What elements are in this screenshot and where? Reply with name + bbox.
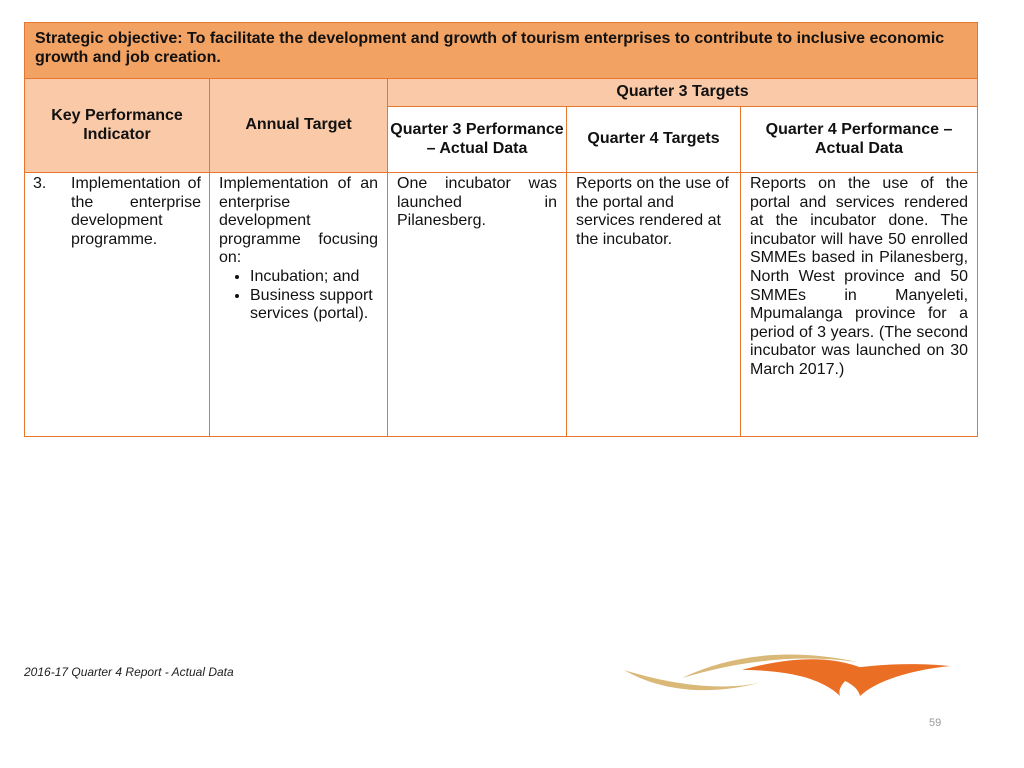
header-q3-performance: Quarter 3 Performance – Actual Data <box>388 107 567 173</box>
list-item: • Incubation; and <box>250 268 378 287</box>
report-label: 2016-17 Quarter 4 Report - Actual Data <box>24 665 234 679</box>
header-q4-performance: Quarter 4 Performance – Actual Data <box>741 107 978 173</box>
annual-target-list <box>219 268 378 324</box>
table-row <box>25 173 978 437</box>
strategic-objective: Strategic objective: To facilitate the development and growth of tourism enterprises to contribute to inclusive economic growth and job creation. <box>25 23 978 79</box>
list-item: • Business support services (portal). <box>250 287 378 324</box>
annual-target-intro: Implementation of an enterprise development programme focusing on: <box>219 175 378 267</box>
performance-table <box>24 22 978 437</box>
q3-performance-cell: One incubator was launched in Pilanesberg. <box>388 173 567 437</box>
header-q4-targets: Quarter 4 Targets <box>567 107 741 173</box>
kpi-text: Implementation of the enterprise development programme. <box>71 175 201 248</box>
q4-performance-cell: Reports on the use of the portal and services rendered at the incubator done. The incubator will have 50 enrolled SMMEs based in Pilanesberg, North West province and 50 SMMEs in Manyeleti, Mpumalanga province for a period of 3 years. (The second incubator was launched on 30 March 2017.) <box>741 173 978 437</box>
annual-target-cell <box>210 173 388 437</box>
q4-targets-cell: Reports on the use of the portal and services rendered at the incubator. <box>567 173 741 437</box>
page-number: 59 <box>929 717 942 729</box>
kpi-number: 3. <box>33 175 47 192</box>
header-annual-target: Annual Target <box>210 79 388 173</box>
swoosh-logo-icon <box>622 648 952 700</box>
header-kpi: Key Performance Indicator <box>25 79 210 173</box>
kpi-cell <box>25 173 210 437</box>
header-q3-targets: Quarter 3 Targets <box>388 79 978 107</box>
